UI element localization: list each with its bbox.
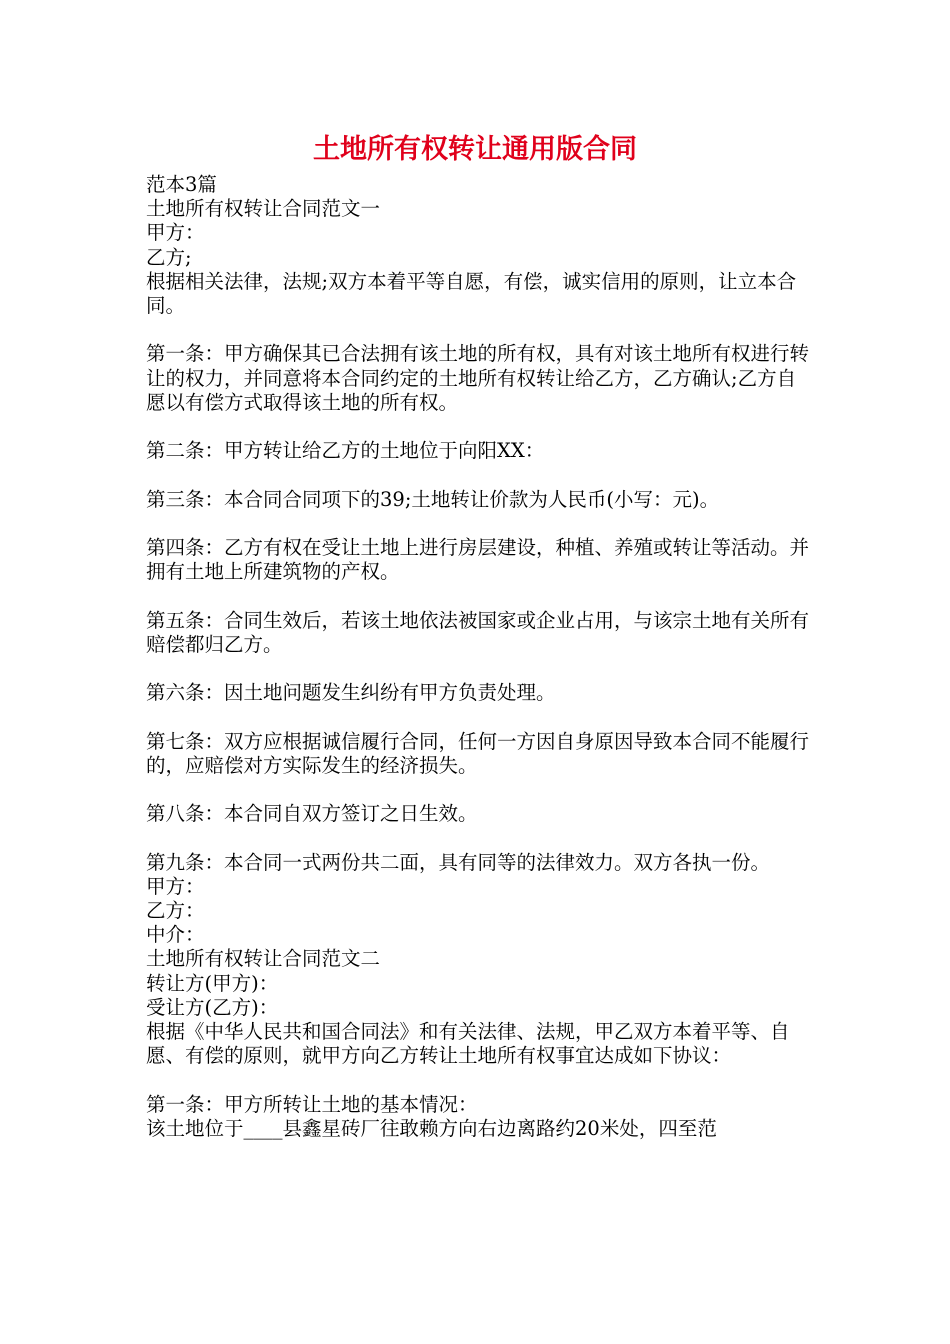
- signature-line: 中介：: [146, 923, 205, 947]
- signature-line: 甲方：: [146, 874, 205, 898]
- clause-paragraph: 第七条：双方应根据诚信履行合同，任何一方因自身原因导致本合同不能履行的，应赔偿对方实际发生的经济损失。: [146, 729, 810, 777]
- paragraph: 范本3篇: [146, 173, 217, 196]
- clause-paragraph: 第九条：本合同一式两份共二面，具有同等的法律效力。双方各执一份。: [146, 850, 771, 874]
- paragraph: 根据《中华人民共和国合同法》和有关法律、法规，甲乙双方本着平等、自愿、有偿的原则，就甲方向乙方转让土地所有权事宜达成如下协议：: [146, 1019, 790, 1068]
- section-heading: 土地所有权转让合同范文二: [146, 947, 381, 971]
- clause-paragraph: 第四条：乙方有权在受让土地上进行房层建设，种植、养殖或转让等活动。并拥有土地上所建筑物的产权。: [146, 535, 810, 584]
- paragraph: 乙方;: [146, 245, 192, 269]
- paragraph: 根据相关法律，法规;双方本着平等自愿，有偿，诚实信用的原则，让立本合同。: [146, 269, 797, 318]
- clause-paragraph: 第五条：合同生效后，若该土地依法被国家或企业占用，与该宗土地有关所有赔偿都归乙方。: [146, 608, 810, 656]
- party-line: 受让方(乙方)：: [146, 995, 279, 1019]
- paragraph: 土地所有权转让合同范文一: [146, 197, 381, 221]
- document-title: 土地所有权转让通用版合同: [313, 134, 637, 165]
- paragraph: 甲方：: [146, 221, 205, 245]
- party-line: 转让方(甲方)：: [146, 971, 279, 995]
- clause-paragraph: 第六条：因土地问题发生纠纷有甲方负责处理。: [146, 681, 556, 705]
- clause-paragraph: 第八条：本合同自双方签订之日生效。: [146, 802, 478, 826]
- clause-paragraph: 第二条：甲方转让给乙方的土地位于向阳XX：: [146, 439, 545, 463]
- document-body: [146, 173, 814, 1141]
- clause-paragraph: 第一条：甲方确保其已合法拥有该土地的所有权，具有对该土地所有权进行转让的权力，并同意将本合同约定的土地所有权转让给乙方，乙方确认;乙方自愿以有偿方式取得该土地的所有权。: [146, 342, 810, 414]
- clause-paragraph: 第三条：本合同合同项下的39;土地转让价款为人民币(小写：元)。: [146, 487, 720, 511]
- signature-line: 乙方：: [146, 898, 205, 922]
- paragraph: 该土地位于____县鑫星砖厂往敢赖方向右边离路约20米处，四至范: [146, 1116, 717, 1140]
- clause-paragraph: 第一条：甲方所转让土地的基本情况：: [146, 1092, 478, 1116]
